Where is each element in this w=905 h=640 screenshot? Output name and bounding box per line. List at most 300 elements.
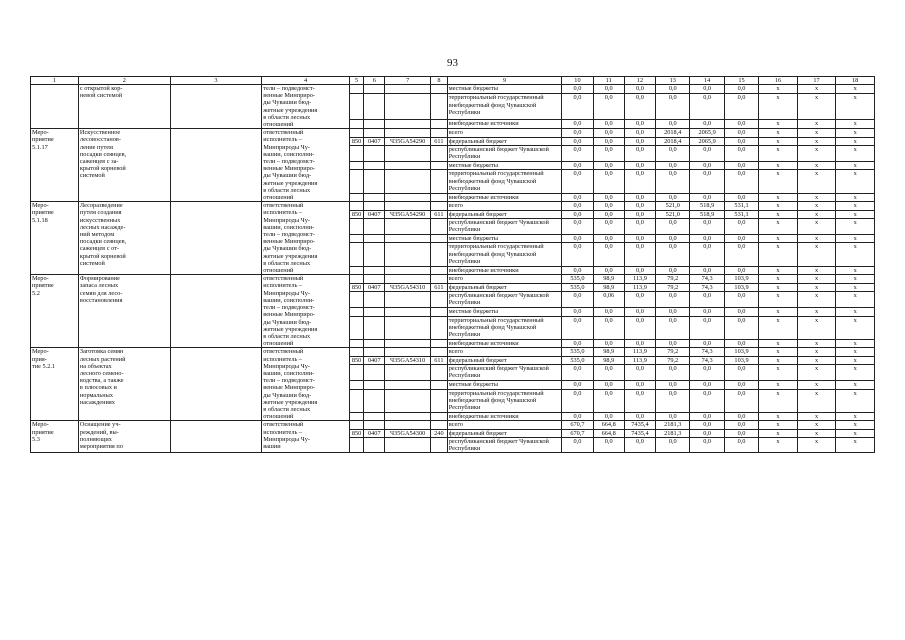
- value-cell: 74,3: [690, 356, 724, 364]
- value-cell: 0,0: [690, 421, 724, 429]
- value-cell: 0,0: [724, 94, 758, 120]
- code-expense-type: [431, 412, 448, 420]
- value-cell: 0,0: [624, 292, 655, 308]
- value-cell: 0,0: [724, 146, 758, 162]
- value-cell: x: [836, 170, 875, 193]
- value-cell: 0,0: [593, 146, 624, 162]
- value-cell: 0,0: [562, 85, 593, 94]
- code-expense-type: 611: [431, 210, 448, 218]
- code-section: [364, 119, 385, 128]
- code-target-article: [385, 243, 431, 266]
- table-row: [31, 348, 875, 356]
- value-cell: 0,0: [562, 129, 593, 137]
- code-target-article: [385, 412, 431, 420]
- column-header-16: 16: [759, 77, 798, 85]
- value-cell: 0,0: [690, 339, 724, 347]
- value-cell: 0,0: [690, 308, 724, 316]
- value-cell: 74,3: [690, 283, 724, 291]
- code-section: [364, 365, 385, 381]
- code-target-article: [385, 266, 431, 274]
- value-cell: 98,9: [593, 275, 624, 283]
- value-cell: 113,9: [624, 275, 655, 283]
- value-cell: 0,0: [624, 365, 655, 381]
- table-row: [31, 421, 875, 429]
- value-cell: 0,0: [562, 381, 593, 389]
- value-cell: 0,0: [690, 412, 724, 420]
- code-grbs: [349, 243, 364, 266]
- code-target-article: [385, 119, 431, 128]
- measure-title: Заготовка семян лесных растений на объектах лесного семено- водства, а также в плюсовых и нормальных насаждениях: [78, 348, 170, 421]
- value-cell: 0,0: [593, 202, 624, 210]
- value-cell: x: [759, 292, 798, 308]
- column-header-18: 18: [836, 77, 875, 85]
- column-header-12: 12: [624, 77, 655, 85]
- value-cell: 79,2: [656, 348, 690, 356]
- value-cell: 79,2: [656, 283, 690, 291]
- value-cell: x: [759, 243, 798, 266]
- code-expense-type: [431, 85, 448, 94]
- value-cell: 0,0: [690, 219, 724, 235]
- code-expense-type: [431, 119, 448, 128]
- funding-source: всего: [447, 348, 562, 356]
- value-cell: x: [759, 339, 798, 347]
- value-cell: x: [759, 129, 798, 137]
- value-cell: x: [836, 235, 875, 243]
- value-cell: 2181,3: [656, 421, 690, 429]
- funding-source: всего: [447, 275, 562, 283]
- code-target-article: [385, 85, 431, 94]
- code-expense-type: [431, 275, 448, 283]
- value-cell: 103,9: [724, 275, 758, 283]
- value-cell: x: [759, 412, 798, 420]
- code-section: [364, 381, 385, 389]
- code-target-article: [385, 193, 431, 201]
- value-cell: x: [836, 219, 875, 235]
- value-cell: x: [759, 266, 798, 274]
- funding-source: внебюджетные источники: [447, 412, 562, 420]
- code-target-article: Ч35GA54290: [385, 137, 431, 145]
- value-cell: 2065,9: [690, 137, 724, 145]
- value-cell: 518,9: [690, 210, 724, 218]
- value-cell: 0,0: [724, 381, 758, 389]
- code-section: [364, 308, 385, 316]
- funding-source: внебюджетные источники: [447, 266, 562, 274]
- code-target-article: Ч35GA54310: [385, 283, 431, 291]
- value-cell: 0,0: [724, 119, 758, 128]
- value-cell: x: [797, 193, 836, 201]
- column-header-14: 14: [690, 77, 724, 85]
- value-cell: x: [759, 381, 798, 389]
- value-cell: 0,0: [562, 243, 593, 266]
- value-cell: 0,0: [724, 365, 758, 381]
- code-grbs: [349, 308, 364, 316]
- value-cell: 0,0: [562, 412, 593, 420]
- value-cell: 0,0: [724, 170, 758, 193]
- value-cell: 0,0: [690, 381, 724, 389]
- measure-title: Лесоразведение путем создания искусственных лесных насажде- ний методом посадки сеянцев, саженцев с от- крытой корневой системой: [78, 202, 170, 275]
- value-cell: 0,0: [624, 137, 655, 145]
- value-cell: 0,0: [656, 243, 690, 266]
- value-cell: x: [797, 429, 836, 437]
- value-cell: 0,0: [724, 85, 758, 94]
- value-cell: x: [797, 219, 836, 235]
- value-cell: 0,0: [624, 202, 655, 210]
- code-grbs: 850: [349, 283, 364, 291]
- funding-source: федеральный бюджет: [447, 356, 562, 364]
- value-cell: 0,0: [593, 437, 624, 452]
- col3-cell: [170, 421, 262, 453]
- code-grbs: 850: [349, 210, 364, 218]
- value-cell: 0,0: [656, 219, 690, 235]
- funding-source: территориальный государственный внебюджетный фонд Чувашской Республики: [447, 170, 562, 193]
- value-cell: 0,0: [690, 193, 724, 201]
- value-cell: x: [797, 381, 836, 389]
- code-expense-type: [431, 266, 448, 274]
- value-cell: 0,0: [724, 316, 758, 339]
- value-cell: 0,0: [562, 210, 593, 218]
- value-cell: x: [759, 202, 798, 210]
- table-row: [31, 202, 875, 210]
- code-section: [364, 275, 385, 283]
- code-grbs: [349, 85, 364, 94]
- value-cell: 0,0: [562, 389, 593, 412]
- value-cell: 103,9: [724, 356, 758, 364]
- code-target-article: [385, 339, 431, 347]
- code-expense-type: [431, 193, 448, 201]
- value-cell: x: [797, 162, 836, 170]
- value-cell: x: [836, 316, 875, 339]
- value-cell: x: [759, 308, 798, 316]
- funding-source: местные бюджеты: [447, 85, 562, 94]
- code-section: [364, 235, 385, 243]
- value-cell: x: [759, 119, 798, 128]
- code-section: 0407: [364, 283, 385, 291]
- col3-cell: [170, 129, 262, 202]
- value-cell: 0,0: [562, 266, 593, 274]
- value-cell: 0,0: [656, 339, 690, 347]
- code-expense-type: 611: [431, 356, 448, 364]
- value-cell: x: [836, 85, 875, 94]
- value-cell: x: [836, 365, 875, 381]
- column-header-2: 2: [78, 77, 170, 85]
- value-cell: 0,0: [690, 437, 724, 452]
- value-cell: 0,0: [656, 266, 690, 274]
- funding-source: местные бюджеты: [447, 308, 562, 316]
- value-cell: 7435,4: [624, 429, 655, 437]
- code-section: [364, 348, 385, 356]
- value-cell: 0,0: [562, 94, 593, 120]
- value-cell: x: [797, 421, 836, 429]
- code-section: [364, 170, 385, 193]
- value-cell: x: [797, 356, 836, 364]
- value-cell: 664,8: [593, 429, 624, 437]
- code-expense-type: [431, 365, 448, 381]
- measure-number: Меро- приятие 5.2: [31, 275, 79, 348]
- value-cell: x: [836, 339, 875, 347]
- code-expense-type: [431, 316, 448, 339]
- col3-cell: [170, 85, 262, 129]
- value-cell: x: [759, 275, 798, 283]
- code-expense-type: [431, 348, 448, 356]
- value-cell: 0,0: [690, 170, 724, 193]
- value-cell: 0,0: [593, 162, 624, 170]
- value-cell: x: [759, 170, 798, 193]
- value-cell: x: [759, 389, 798, 412]
- value-cell: 518,9: [690, 202, 724, 210]
- value-cell: 0,0: [724, 412, 758, 420]
- column-header-5: 5: [349, 77, 364, 85]
- value-cell: 531,1: [724, 202, 758, 210]
- value-cell: x: [836, 348, 875, 356]
- column-header-13: 13: [656, 77, 690, 85]
- value-cell: x: [797, 243, 836, 266]
- value-cell: 0,0: [690, 235, 724, 243]
- table-row: [31, 129, 875, 137]
- value-cell: x: [759, 219, 798, 235]
- value-cell: 0,0: [562, 119, 593, 128]
- value-cell: x: [759, 437, 798, 452]
- value-cell: 79,2: [656, 356, 690, 364]
- code-section: [364, 266, 385, 274]
- value-cell: 0,0: [593, 381, 624, 389]
- code-target-article: [385, 316, 431, 339]
- value-cell: 0,0: [562, 339, 593, 347]
- value-cell: x: [797, 348, 836, 356]
- code-target-article: [385, 389, 431, 412]
- value-cell: x: [759, 365, 798, 381]
- value-cell: 0,0: [656, 235, 690, 243]
- value-cell: 0,0: [593, 365, 624, 381]
- value-cell: x: [836, 162, 875, 170]
- measure-number: Меро- приятие 5.1.17: [31, 129, 79, 202]
- value-cell: 0,0: [624, 308, 655, 316]
- measure-title: Формирование запаса лесных семян для лесо- восстановления: [78, 275, 170, 348]
- value-cell: x: [836, 243, 875, 266]
- value-cell: x: [836, 421, 875, 429]
- code-grbs: [349, 170, 364, 193]
- value-cell: 113,9: [624, 356, 655, 364]
- value-cell: 0,0: [562, 162, 593, 170]
- column-header-9: 9: [447, 77, 562, 85]
- code-section: [364, 339, 385, 347]
- value-cell: 0,0: [624, 210, 655, 218]
- value-cell: 664,8: [593, 421, 624, 429]
- code-target-article: [385, 381, 431, 389]
- code-grbs: [349, 292, 364, 308]
- value-cell: 0,0: [562, 292, 593, 308]
- value-cell: 535,0: [562, 275, 593, 283]
- value-cell: 0,0: [690, 85, 724, 94]
- code-target-article: Ч35GA54300: [385, 429, 431, 437]
- value-cell: 0,0: [593, 235, 624, 243]
- code-target-article: [385, 162, 431, 170]
- value-cell: x: [836, 308, 875, 316]
- value-cell: 0,0: [624, 316, 655, 339]
- code-grbs: [349, 275, 364, 283]
- code-expense-type: [431, 129, 448, 137]
- value-cell: 0,0: [624, 339, 655, 347]
- value-cell: x: [759, 193, 798, 201]
- value-cell: x: [797, 202, 836, 210]
- code-grbs: [349, 381, 364, 389]
- value-cell: x: [797, 119, 836, 128]
- value-cell: x: [759, 94, 798, 120]
- value-cell: 0,0: [656, 85, 690, 94]
- value-cell: x: [836, 94, 875, 120]
- value-cell: 0,0: [724, 339, 758, 347]
- value-cell: 0,0: [724, 129, 758, 137]
- value-cell: 0,0: [624, 94, 655, 120]
- value-cell: 0,0: [724, 235, 758, 243]
- value-cell: x: [797, 137, 836, 145]
- code-grbs: 850: [349, 356, 364, 364]
- value-cell: 0,0: [724, 137, 758, 145]
- code-section: [364, 421, 385, 429]
- code-section: [364, 389, 385, 412]
- value-cell: x: [797, 129, 836, 137]
- value-cell: x: [836, 381, 875, 389]
- code-target-article: [385, 308, 431, 316]
- value-cell: 0,0: [724, 162, 758, 170]
- value-cell: 98,9: [593, 348, 624, 356]
- code-grbs: [349, 162, 364, 170]
- value-cell: 0,0: [624, 243, 655, 266]
- code-grbs: [349, 365, 364, 381]
- value-cell: x: [759, 429, 798, 437]
- value-cell: 2018,4: [656, 129, 690, 137]
- value-cell: x: [836, 437, 875, 452]
- value-cell: x: [797, 210, 836, 218]
- code-section: [364, 243, 385, 266]
- code-grbs: [349, 146, 364, 162]
- table-header: [31, 77, 875, 85]
- table-row: [31, 85, 875, 94]
- funding-source: республиканский бюджет Чувашской Республики: [447, 437, 562, 452]
- funding-source: территориальный государственный внебюджетный фонд Чувашской Республики: [447, 243, 562, 266]
- code-grbs: [349, 421, 364, 429]
- code-grbs: [349, 348, 364, 356]
- code-expense-type: 240: [431, 429, 448, 437]
- code-expense-type: [431, 146, 448, 162]
- column-header-3: 3: [170, 77, 262, 85]
- value-cell: x: [836, 119, 875, 128]
- value-cell: 0,0: [724, 292, 758, 308]
- value-cell: x: [836, 210, 875, 218]
- value-cell: 0,0: [593, 219, 624, 235]
- column-header-10: 10: [562, 77, 593, 85]
- code-target-article: [385, 437, 431, 452]
- column-header-6: 6: [364, 77, 385, 85]
- value-cell: 531,1: [724, 210, 758, 218]
- code-expense-type: [431, 219, 448, 235]
- funding-source: республиканский бюджет Чувашской Республики: [447, 219, 562, 235]
- measure-title: с открытой кор- невой системой: [78, 85, 170, 129]
- value-cell: 0,0: [624, 219, 655, 235]
- value-cell: 0,0: [656, 381, 690, 389]
- value-cell: 7435,4: [624, 421, 655, 429]
- funding-source: всего: [447, 202, 562, 210]
- value-cell: x: [797, 283, 836, 291]
- code-section: [364, 85, 385, 94]
- column-header-4: 4: [262, 77, 350, 85]
- funding-source: всего: [447, 421, 562, 429]
- responsible-executor: ответственный исполнитель – Минприроды Чу- вашии, соисполни- тели – подведомст- венные Минприро- ды Чувашии бюд- жетные учреждения в области лесных отношений: [262, 275, 350, 348]
- value-cell: 0,0: [624, 381, 655, 389]
- code-section: [364, 316, 385, 339]
- value-cell: 74,3: [690, 275, 724, 283]
- responsible-executor: ответственный исполнитель – Минприроды Чу- вашии, соисполни- тели – подведомст- венные Минприро- ды Чувашии бюд- жетные учреждения в области лесных отношений: [262, 129, 350, 202]
- code-section: [364, 193, 385, 201]
- value-cell: 113,9: [624, 348, 655, 356]
- value-cell: 0,0: [656, 170, 690, 193]
- value-cell: 0,0: [690, 146, 724, 162]
- col3-cell: [170, 202, 262, 275]
- value-cell: 0,0: [656, 162, 690, 170]
- code-grbs: [349, 94, 364, 120]
- code-expense-type: [431, 421, 448, 429]
- value-cell: 0,0: [593, 137, 624, 145]
- value-cell: x: [836, 137, 875, 145]
- value-cell: 74,3: [690, 348, 724, 356]
- value-cell: x: [759, 85, 798, 94]
- value-cell: 2181,3: [656, 429, 690, 437]
- code-target-article: [385, 146, 431, 162]
- code-expense-type: [431, 202, 448, 210]
- code-section: [364, 162, 385, 170]
- code-grbs: [349, 119, 364, 128]
- value-cell: 0,0: [690, 365, 724, 381]
- value-cell: x: [759, 162, 798, 170]
- value-cell: x: [759, 348, 798, 356]
- value-cell: 0,0: [656, 316, 690, 339]
- value-cell: 535,0: [562, 283, 593, 291]
- value-cell: 0,0: [690, 389, 724, 412]
- value-cell: 0,0: [656, 365, 690, 381]
- value-cell: 0,0: [562, 202, 593, 210]
- value-cell: x: [797, 85, 836, 94]
- measure-title: Оснащение уч- реждений, вы- полняющих мероприятия по: [78, 421, 170, 453]
- column-header-7: 7: [385, 77, 431, 85]
- funding-source: местные бюджеты: [447, 162, 562, 170]
- value-cell: 0,0: [690, 266, 724, 274]
- value-cell: x: [797, 146, 836, 162]
- funding-source: федеральный бюджет: [447, 283, 562, 291]
- value-cell: x: [797, 170, 836, 193]
- value-cell: x: [836, 266, 875, 274]
- value-cell: x: [836, 202, 875, 210]
- value-cell: 0,0: [690, 119, 724, 128]
- value-cell: 0,0: [656, 389, 690, 412]
- value-cell: 0,0: [656, 146, 690, 162]
- value-cell: 0,0: [624, 235, 655, 243]
- column-header-8: 8: [431, 77, 448, 85]
- value-cell: x: [759, 146, 798, 162]
- value-cell: 0,0: [593, 316, 624, 339]
- funding-source: территориальный государственный внебюджетный фонд Чувашской Республики: [447, 389, 562, 412]
- value-cell: 0,0: [656, 292, 690, 308]
- value-cell: 0,0: [690, 94, 724, 120]
- code-section: [364, 94, 385, 120]
- value-cell: 0,0: [724, 193, 758, 201]
- value-cell: 535,0: [562, 356, 593, 364]
- value-cell: 0,0: [593, 210, 624, 218]
- funding-source: республиканский бюджет Чувашской Республики: [447, 365, 562, 381]
- value-cell: 0,0: [724, 243, 758, 266]
- value-cell: 0,0: [624, 170, 655, 193]
- col3-cell: [170, 348, 262, 421]
- code-expense-type: [431, 243, 448, 266]
- code-expense-type: [431, 381, 448, 389]
